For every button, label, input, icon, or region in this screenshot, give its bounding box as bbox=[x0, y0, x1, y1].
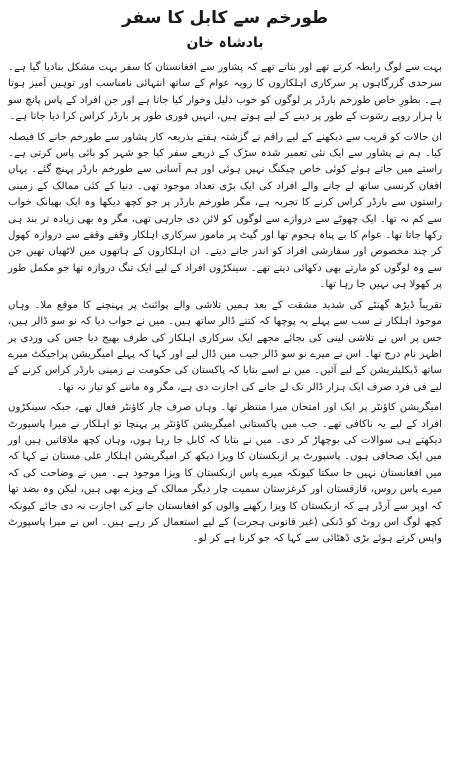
article-body bbox=[8, 60, 442, 548]
article-headline: طورخم سے کابل کا سفر bbox=[121, 8, 329, 28]
article-paragraph: امیگریشن کاؤنٹر پر ایک اور امتحان میرا منتظر تھا۔ وہاں صرف چار کاؤنٹر فعال تھے، جبکہ سینکڑوں افراد کے لیے یہ ناکافی تھے۔ جب میں پاکستانی امیگریشن کاؤنٹر پر پہنچا تو اہلکار نے میرا پاسپورٹ دیکھتے ہی سوالات کی بوچھاڑ کر دی۔ میں نے بتایا کہ کابل جا رہا ہوں، وہاں کچھ ملاقاتیں ہیں اور میں ایک صحافی ہوں۔ پاسپورٹ پر ازبکستان کا ویزا دیکھ کر امیگریشن اہلکار علی مستان نے کہا کہ میں افغانستان نہیں جا سکتا کیونکہ میرے پاس ازبکستان کا ویزا موجود ہے۔ میں نے وضاحت کی کہ میرے پاس روس، قازقستان اور کرغزستان سمیت چار دیگر ممالک کے ویزے بھی ہیں، لیکن وہ بضد تھا کہ اوپر سے آرڈر ہے کہ ازبکستان کا ویزا رکھنے والوں کو افغانستان جانے کی اجازت نہ دی جائے کیونکہ کچھ لوگ اس روٹ کو ڈنکی (غیر قانونی ہجرت) کے لیے استعمال کر رہے ہیں۔ اس نے میرا پاسپورٹ واپس کرتے ہوئے بڑی ڈھٹائی سے کہا کہ جو کرنا ہے کر لو۔ bbox=[8, 402, 442, 545]
author-byline: بادشاہ خان bbox=[186, 35, 264, 51]
article-paragraph: بہت سے لوگ رابطہ کرتے تھے اور بتاتے تھے کہ پشاور سے افغانستان کا سفر بہت مشکل بنادیا گیا ہے۔ سرحدی گزرگاہوں پر سرکاری اہلکاروں کا رویہ عوام کے ساتھ انتہائی نامناسب اور توہین آمیز ہوتا ہے۔ بطورِ خاص طورخم بارڈر پر لوگوں کو خوب ذلیل وخوار کیا جاتا ہے اور جن افراد کے پاس پانچ سو یا ہزار روپے رشوت کے طور پر دینے کے لیے ہوتے ہیں، انہیں فوری طور پر بارڈر کراس کرا دیا جاتا ہے۔ bbox=[8, 62, 442, 123]
article-paragraph: ان حالات کو قریب سے دیکھنے کے لیے راقم نے گزشتہ ہفتے بذریعہ کار پشاور سے طورخم جانے کا فیصلہ کیا۔ ہم نے پشاور سے ایک نئی تعمیر شدہ سڑک کے ذریعے سفر کیا جو شہر کو بائی پاس کرتی ہے۔ راستے میں جاتے ہوئے کوئی خاص چیکنگ نہیں ہوئی اور ہم آسانی سے طورخم بارڈر پہنچ گئے۔ یہاں افغان کرنسی ساتھ لے جانے والے افراد کی ایک بڑی تعداد موجود تھی۔ دنیا کے کئی ممالک کے زمینی راستوں سے بارڈر کراس کرنے کا تجربہ ہے، مگر طورخم بارڈر پر جو کچھ دیکھا وہ ایک بھیانک خواب سے کم نہ تھا۔ ایک چھوٹے سے دروازے سے لوگوں کو لائن دی جارہی تھی، مگر وہ بھی زیادہ تر بند ہی رکھا جاتا تھا۔ عوام کا بے پناہ ہجوم تھا اور گیٹ پر مامور سرکاری اہلکار وقفے وقفے سے دروازہ کھول کر چند مخصوص اور سفارشی افراد کو اندر جانے دیتے۔ ان اہلکاروں کے ہاتھوں میں لاٹھیاں تھیں جن سے وہ لوگوں کو مارتے بھی دکھائی دیتے تھے۔ سینکڑوں افراد کے لیے ایک تنگ دروازہ تھا جو مکمل طور پر کھولا ہی نہیں جا رہا تھا۔ bbox=[8, 131, 442, 291]
article-paragraph: تقریباً ڈیڑھ گھنٹے کی شدید مشقت کے بعد ہمیں تلاشی والے پوائنٹ پر پہنچنے کا موقع ملا۔ وہاں موجود اہلکار نے سب سے پہلے یہ پوچھا کہ کتنے ڈالر ساتھ ہیں۔ میں نے جواب دیا کہ نو سو ڈالر ہیں، جس پر اس نے تلاشی لینی کی بجائے مجھے ایک سرکاری اہلکار کی طرف بھیج دیا جس کی وردی پر اظہر نام درج تھا۔ اس نے میرے نو سو ڈالر جیب میں ڈال لیے اور کہا کہ پہلے امیگریشن پراجیکٹ میرے ساتھ ڈیکلیئریشن کے لیے آئیں۔ میں نے اسے بتایا کہ پاکستان کی حکومت نے زمینی بارڈر کراس کرنے کے لیے فی فرد صرف ایک ہزار ڈالر تک لے جانے کی اجازت دی ہے، مگر وہ ماننے کو تیار نہ تھا۔ bbox=[8, 299, 442, 393]
